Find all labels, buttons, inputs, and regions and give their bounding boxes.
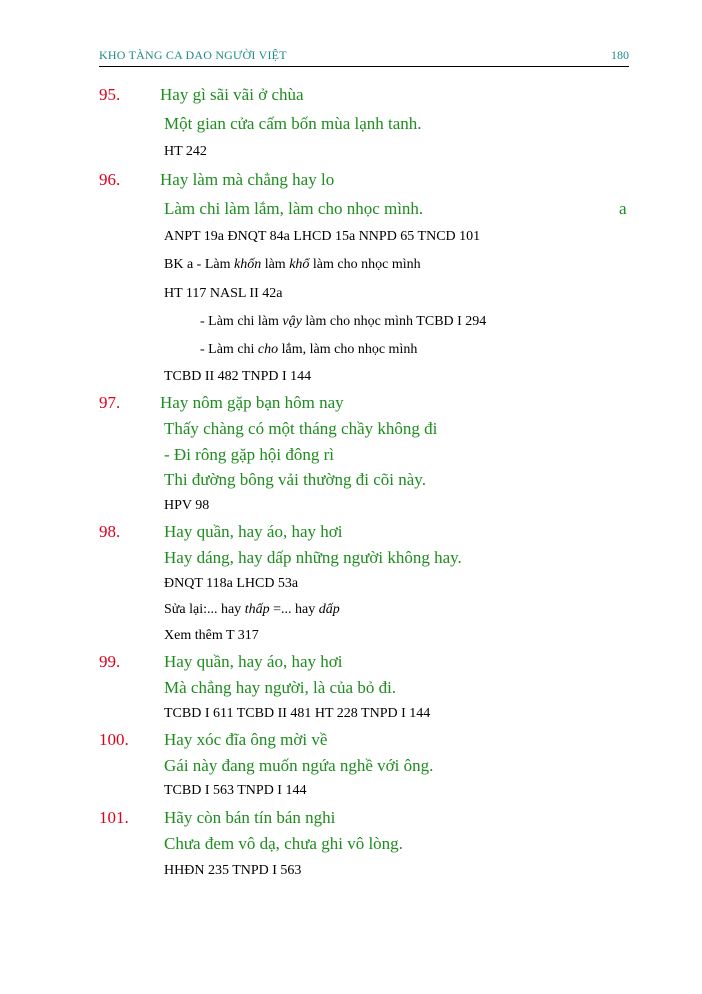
variant-note: - Làm chi cho lắm, làm cho nhọc mình bbox=[200, 342, 418, 357]
verse-line: Hay dáng, hay dấp những người không hay. bbox=[164, 548, 462, 567]
verse-line: Gái này đang muốn ngứa nghề với ông. bbox=[164, 756, 434, 775]
verse-line: Hay nôm gặp bạn hôm nay bbox=[160, 393, 344, 412]
source-ref: HT 117 NASL II 42a bbox=[164, 286, 283, 301]
page-number: 180 bbox=[611, 48, 629, 62]
verse-line: Hay làm mà chẳng hay lo bbox=[160, 170, 335, 189]
verse-line: - Đi rông gặp hội đông rì bbox=[164, 445, 334, 464]
source-ref: ĐNQT 118a LHCD 53a bbox=[164, 576, 299, 591]
source-ref: HT 242 bbox=[164, 144, 207, 159]
variant-note: BK a - Làm khốn làm khổ làm cho nhọc mình bbox=[164, 257, 421, 272]
verse-line: Hãy còn bán tín bán nghi bbox=[164, 808, 336, 827]
entry-number: 98. bbox=[99, 522, 121, 541]
entry-number: 99. bbox=[99, 652, 121, 671]
source-ref: HPV 98 bbox=[164, 498, 210, 513]
verse-line: Thi đường bông vải thường đi cõi này. bbox=[164, 470, 426, 489]
see-also-note: Xem thêm T 317 bbox=[164, 628, 259, 643]
entry-number: 96. bbox=[99, 170, 121, 189]
entry-number: 100. bbox=[99, 730, 129, 749]
source-ref: TCBD I 563 TNPD I 144 bbox=[164, 783, 307, 798]
entry-number: 95. bbox=[99, 85, 121, 104]
entry-number: 101. bbox=[99, 808, 129, 827]
source-ref: HHĐN 235 TNPD I 563 bbox=[164, 863, 302, 878]
variant-note: - Làm chi làm vậy làm cho nhọc mình TCBD I 294 bbox=[200, 314, 487, 329]
source-ref: TCBD I 611 TCBD II 481 HT 228 TNPD I 144 bbox=[164, 706, 431, 721]
source-ref: TCBD II 482 TNPD I 144 bbox=[164, 369, 312, 384]
verse-line: Làm chi làm lắm, làm cho nhọc mình. bbox=[164, 199, 424, 218]
verse-line: Hay quần, hay áo, hay hơi bbox=[164, 652, 343, 671]
verse-line: Hay quần, hay áo, hay hơi bbox=[164, 522, 343, 541]
verse-line: Thấy chàng có một tháng chầy không đi bbox=[164, 419, 438, 438]
page-header bbox=[99, 48, 629, 67]
source-ref: ANPT 19a ĐNQT 84a LHCD 15a NNPD 65 TNCD 101 bbox=[164, 229, 481, 244]
verse-line: Một gian cửa cấm bốn mùa lạnh tanh. bbox=[164, 114, 422, 133]
verse-line: Hay gì sãi vãi ở chùa bbox=[160, 85, 304, 104]
correction-note: Sửa lại:... hay thấp =... hay dấp bbox=[164, 602, 340, 617]
book-title: KHO TÀNG CA DAO NGƯỜI VIỆT bbox=[99, 48, 287, 62]
verse-line: Mà chẳng hay người, là của bỏ đi. bbox=[164, 678, 397, 697]
verse-line: Chưa đem vô dạ, chưa ghi vô lòng. bbox=[164, 834, 403, 853]
margin-note: a bbox=[619, 199, 627, 218]
verse-line: Hay xóc đĩa ông mời về bbox=[164, 730, 328, 749]
entry-number: 97. bbox=[99, 393, 121, 412]
